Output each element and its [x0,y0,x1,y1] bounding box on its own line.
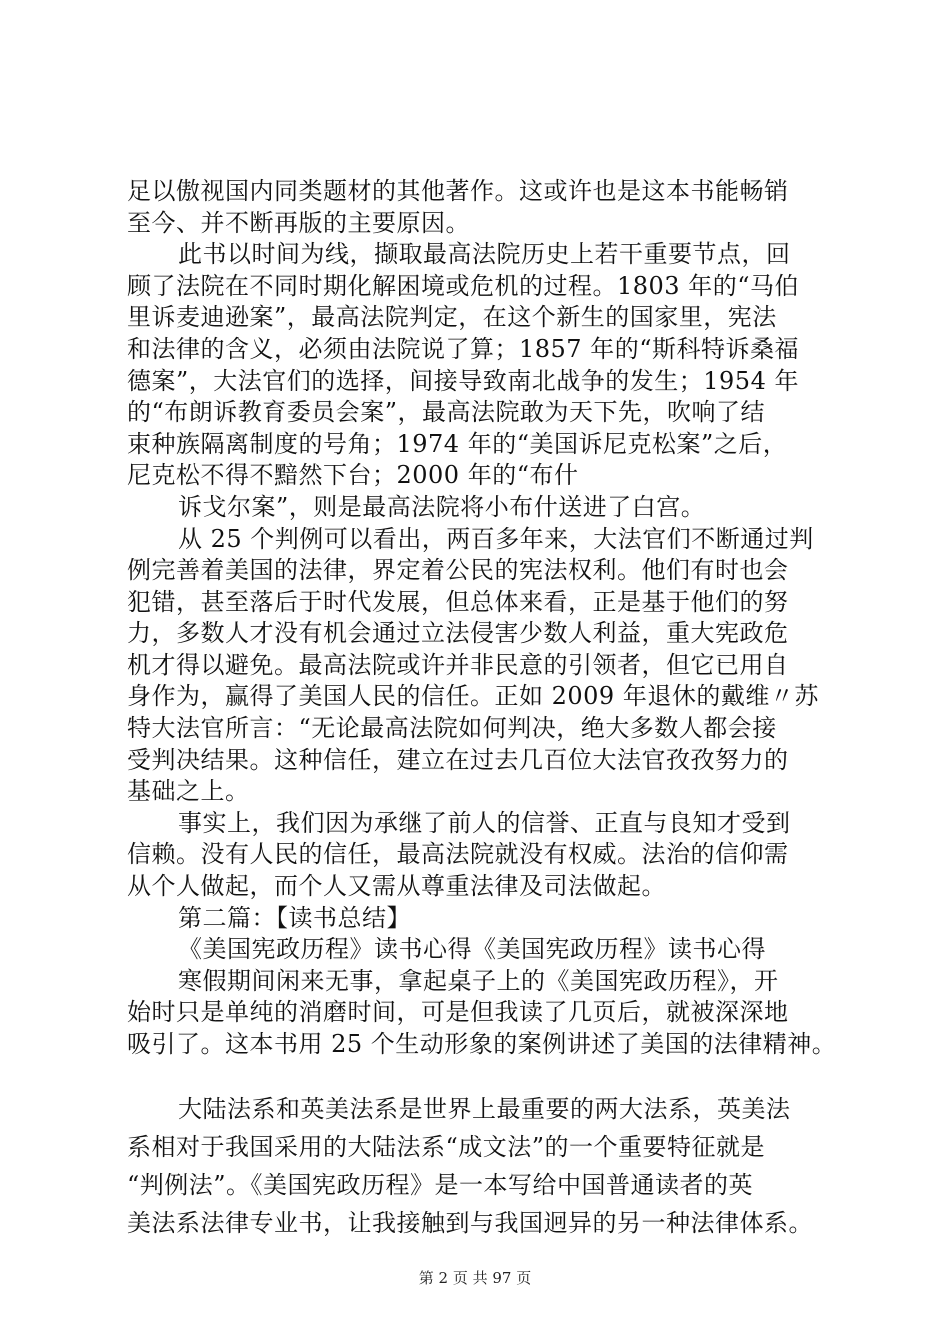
text-line: 从 25 个判例可以看出，两百多年来，大法官们不断通过判 [178,524,814,553]
article-title: 《美国宪政历程》读书心得《美国宪政历程》读书心得 [178,935,766,964]
text-line: 德案”，大法官们的选择，间接导致南北战争的发生；1954 年 [127,366,799,395]
text-line: 大陆法系和英美法系是世界上最重要的两大法系，英美法 [178,1095,791,1123]
text-line: 寒假期间闲来无事，拿起桌子上的《美国宪政历程》，开 [178,966,779,995]
text-line: 吸引了。这本书用 25 个生动形象的案例讲述了美国的法律精神。 [127,1030,837,1058]
text-line: 机才得以避免。最高法院或许并非民意的引领者，但它已用自 [127,650,789,679]
text-line: 信赖。没有人民的信任，最高法院就没有权威。法治的信仰需 [127,840,789,869]
text-line: 的“布朗诉教育委员会案”，最高法院敢为天下先，吹响了结 [127,398,766,427]
text-line: 基础之上。 [127,777,250,806]
text-line: 里诉麦迪逊案”，最高法院判定，在这个新生的国家里，宪法 [127,303,777,332]
text-line: 顾了法院在不同时期化解困境或危机的过程。1803 年的“马伯 [127,271,799,300]
text-line: 身作为，赢得了美国人民的信任。正如 2009 年退休的戴维〃苏 [127,682,819,711]
text-line: 尼克松不得不黯然下台；2000 年的“布什 [127,461,579,490]
text-line: “判例法”。《美国宪政历程》是一本写给中国普通读者的英 [127,1171,754,1199]
text-line: 特大法官所言：“无论最高法院如何判决，绝大多数人都会接 [127,714,777,743]
page-footer: 第 2 页 共 97 页 [418,1269,532,1287]
text-line: 例完善着美国的法律，界定着公民的宪法权利。他们有时也会 [127,556,789,585]
text-line: 此书以时间为线，撷取最高法院历史上若干重要节点，回 [178,240,791,269]
text-line: 至今、并不断再版的主要原因。 [127,208,470,237]
text-line: 受判决结果。这种信任，建立在过去几百位大法官孜孜努力的 [127,745,789,774]
section-heading: 第二篇：【读书总结】 [178,903,411,932]
text-line: 束种族隔离制度的号角；1974 年的“美国诉尼克松案”之后， [127,429,788,458]
text-line: 力，多数人才没有机会通过立法侵害少数人利益，重大宪政危 [127,619,789,648]
text-line: 足以傲视国内同类题材的其他著作。这或许也是这本书能畅销 [127,177,789,205]
text-line: 和法律的含义，必须由法院说了算；1857 年的“斯科特诉桑福 [127,334,799,363]
text-line: 诉戈尔案”，则是最高法院将小布什送进了白宫。 [178,492,706,521]
text-line: 始时只是单纯的消磨时间，可是但我读了几页后，就被深深地 [127,998,789,1027]
text-line: 事实上，我们因为承继了前人的信誉、正直与良知才受到 [178,808,791,837]
text-line: 美法系法律专业书，让我接触到与我国迥异的另一种法律体系。 [127,1209,813,1237]
text-line: 从个人做起，而个人又需从尊重法律及司法做起。 [127,872,666,901]
text-line: 犯错，甚至落后于时代发展，但总体来看，正是基于他们的努 [127,587,789,616]
text-line: 系相对于我国采用的大陆法系“成文法”的一个重要特征就是 [127,1133,766,1161]
